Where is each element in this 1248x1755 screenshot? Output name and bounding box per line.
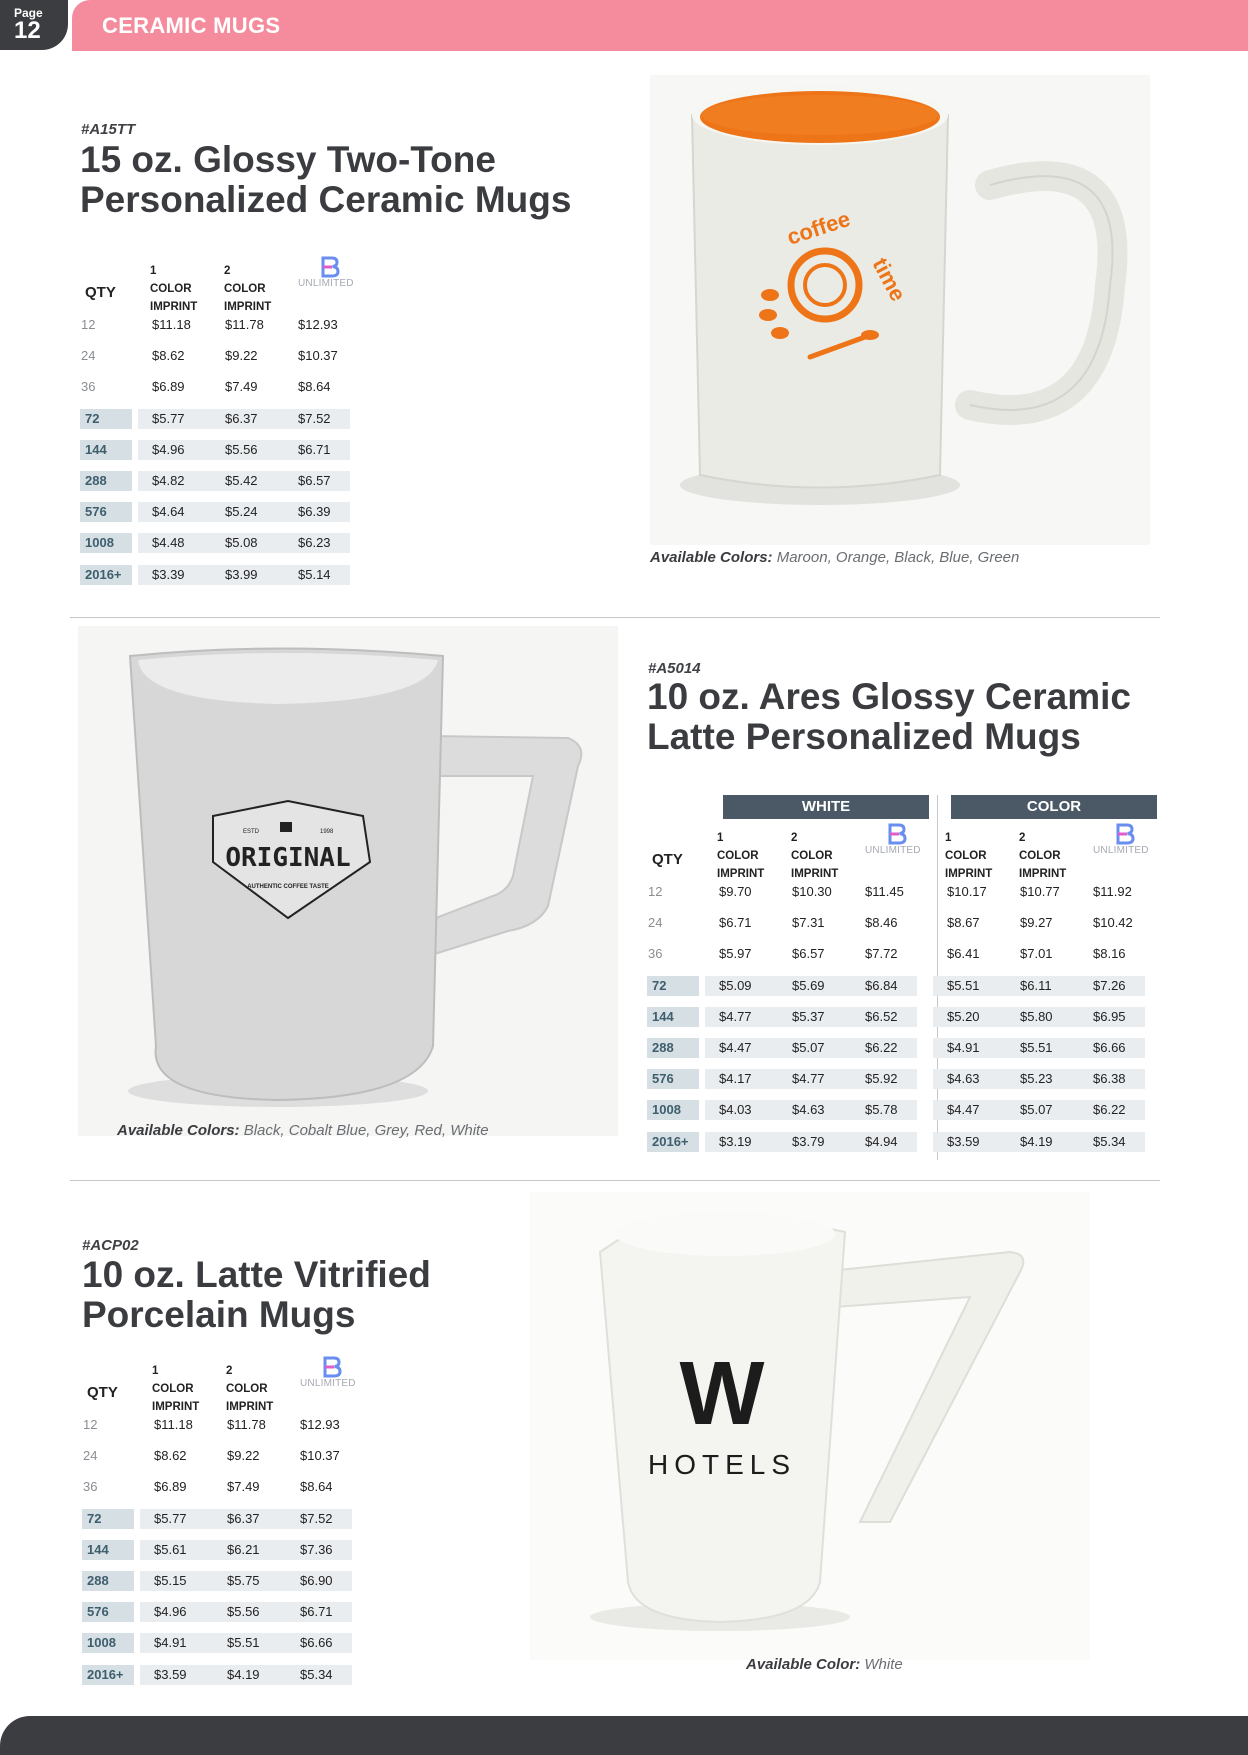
page-label: Page bbox=[14, 6, 43, 20]
price-cell: $6.66 bbox=[1093, 1040, 1126, 1055]
price-cell: $8.64 bbox=[300, 1479, 333, 1495]
col-header-1-color-imprint bbox=[152, 1362, 199, 1416]
qty-value: 2016+ bbox=[87, 1666, 124, 1682]
price-cell: $4.94 bbox=[865, 1133, 898, 1149]
qty-value: 288 bbox=[87, 1573, 109, 1588]
col2-line-1: 2 COLOR bbox=[224, 265, 266, 295]
price-cell: $4.96 bbox=[154, 1604, 187, 1620]
price-cell: $9.22 bbox=[227, 1448, 260, 1464]
price-cell: $11.78 bbox=[227, 1417, 266, 1432]
qty-value: 1008 bbox=[652, 1102, 681, 1118]
price-cell: $3.59 bbox=[947, 1133, 980, 1149]
price-cell: $11.45 bbox=[865, 884, 904, 899]
price-cell: $4.77 bbox=[792, 1071, 825, 1087]
product-1-sku: #A15TT bbox=[81, 121, 136, 138]
price-cell: $4.17 bbox=[719, 1071, 752, 1087]
price-cell: $5.23 bbox=[1020, 1071, 1053, 1087]
price-cell: $6.66 bbox=[300, 1635, 333, 1651]
price-cell: $6.23 bbox=[298, 535, 331, 551]
svg-text:1998: 1998 bbox=[320, 829, 334, 835]
qty-value: 144 bbox=[87, 1541, 109, 1557]
qty-column-header: QTY bbox=[652, 851, 683, 868]
price-cell: $6.11 bbox=[1020, 977, 1052, 993]
col2-line-1: 2 COLOR bbox=[791, 832, 833, 862]
product-1-colors-value: Maroon, Orange, Black, Blue, Green bbox=[776, 549, 1020, 566]
col-header-2-color-imprint bbox=[224, 262, 271, 316]
qty-value: 36 bbox=[81, 379, 96, 395]
price-cell: $8.67 bbox=[947, 915, 980, 931]
price-cell: $10.30 bbox=[792, 884, 832, 899]
price-cell: $6.90 bbox=[300, 1573, 333, 1588]
price-cell: $5.78 bbox=[865, 1102, 898, 1118]
price-cell: $5.56 bbox=[225, 441, 258, 457]
price-cell: $11.92 bbox=[1093, 884, 1132, 899]
price-cell: $6.71 bbox=[300, 1604, 333, 1620]
product-1-available-colors bbox=[650, 549, 1019, 566]
price-cell: $4.47 bbox=[719, 1040, 752, 1055]
product-3-title-line-2: Porcelain Mugs bbox=[82, 1294, 356, 1335]
price-cell: $9.70 bbox=[719, 884, 752, 899]
price-cell: $5.14 bbox=[298, 566, 331, 582]
b-logo-icon bbox=[887, 823, 907, 845]
price-cell: $5.42 bbox=[225, 473, 258, 488]
price-cell: $10.42 bbox=[1093, 915, 1133, 931]
qty-value: 288 bbox=[652, 1040, 674, 1055]
qty-value: 2016+ bbox=[85, 566, 122, 582]
price-cell: $11.78 bbox=[225, 317, 264, 332]
col2-line-1: 2 COLOR bbox=[226, 1365, 268, 1395]
price-cell: $5.34 bbox=[300, 1666, 333, 1682]
price-cell: $5.69 bbox=[792, 977, 825, 993]
b-logo-icon bbox=[322, 1356, 342, 1378]
price-cell: $7.01 bbox=[1020, 946, 1053, 962]
price-cell: $6.57 bbox=[792, 946, 825, 962]
product-3-title-line-1: 10 oz. Latte Vitrified bbox=[82, 1254, 431, 1295]
product-2-available-colors bbox=[117, 1122, 489, 1139]
col2-line-2: IMPRINT bbox=[224, 301, 272, 313]
b-logo-icon bbox=[1115, 823, 1135, 845]
svg-text:ORIGINAL: ORIGINAL bbox=[225, 843, 351, 873]
product-3-title bbox=[82, 1255, 431, 1335]
product-1-title-line-2: Personalized Ceramic Mugs bbox=[80, 179, 572, 220]
price-cell: $9.27 bbox=[1020, 915, 1053, 931]
price-cell: $10.77 bbox=[1020, 884, 1060, 899]
price-cell: $10.17 bbox=[947, 884, 987, 899]
qty-value: 24 bbox=[83, 1448, 98, 1464]
price-cell: $6.89 bbox=[152, 379, 185, 395]
col-header-1-color-imprint bbox=[945, 829, 992, 883]
qty-value: 36 bbox=[648, 946, 663, 962]
unlimited-text: UNLIMITED bbox=[298, 278, 354, 289]
product-3-colors-label: Available Color: bbox=[746, 1656, 861, 1673]
price-cell: $3.19 bbox=[719, 1133, 752, 1149]
price-group-header-color: COLOR bbox=[951, 795, 1157, 819]
col1-line-2: IMPRINT bbox=[152, 1401, 200, 1413]
product-2-title-line-2: Latte Personalized Mugs bbox=[647, 716, 1081, 757]
qty-value: 12 bbox=[83, 1417, 98, 1432]
qty-value: 72 bbox=[85, 410, 100, 426]
price-cell: $6.89 bbox=[154, 1479, 187, 1495]
product-1-title bbox=[80, 140, 571, 220]
svg-text:time: time bbox=[867, 253, 911, 306]
price-cell: $5.97 bbox=[719, 946, 752, 962]
price-cell: $5.37 bbox=[792, 1008, 825, 1024]
price-cell: $5.34 bbox=[1093, 1133, 1126, 1149]
svg-text:W: W bbox=[679, 1344, 765, 1444]
qty-column-header: QTY bbox=[87, 1384, 118, 1401]
product-2-colors-label: Available Colors: bbox=[117, 1122, 240, 1139]
unlimited-logo-icon bbox=[298, 256, 364, 292]
price-cell: $7.26 bbox=[1093, 977, 1126, 993]
price-cell: $5.77 bbox=[154, 1510, 187, 1526]
price-cell: $4.64 bbox=[152, 504, 185, 520]
price-cell: $12.93 bbox=[298, 317, 338, 332]
product-2-sku: #A5014 bbox=[648, 660, 701, 677]
col-header-2-color-imprint bbox=[791, 829, 838, 883]
col1-line-2: IMPRINT bbox=[945, 868, 993, 880]
price-cell: $7.36 bbox=[300, 1541, 333, 1557]
price-cell: $11.18 bbox=[154, 1417, 193, 1432]
price-cell: $4.19 bbox=[1020, 1133, 1053, 1149]
qty-value: 576 bbox=[85, 504, 107, 520]
price-cell: $5.07 bbox=[792, 1040, 825, 1055]
price-cell: $4.82 bbox=[152, 473, 185, 488]
price-cell: $5.61 bbox=[154, 1541, 187, 1557]
price-cell: $10.37 bbox=[298, 348, 338, 364]
product-3-photo bbox=[530, 1192, 1090, 1660]
price-cell: $7.72 bbox=[865, 946, 898, 962]
price-cell: $6.52 bbox=[865, 1008, 898, 1024]
price-cell: $5.09 bbox=[719, 977, 752, 993]
price-cell: $6.71 bbox=[298, 441, 331, 457]
price-cell: $3.79 bbox=[792, 1133, 825, 1149]
price-cell: $5.07 bbox=[1020, 1102, 1053, 1118]
price-cell: $5.51 bbox=[1020, 1040, 1053, 1055]
col-header-1-color-imprint bbox=[150, 262, 197, 316]
col2-line-1: 2 COLOR bbox=[1019, 832, 1061, 862]
price-cell: $5.56 bbox=[227, 1604, 260, 1620]
qty-value: 144 bbox=[85, 441, 107, 457]
b-logo-icon bbox=[320, 256, 340, 278]
price-cell: $7.31 bbox=[792, 915, 825, 931]
qty-value: 24 bbox=[81, 348, 96, 364]
unlimited-logo-icon bbox=[1093, 823, 1159, 859]
price-cell: $4.19 bbox=[227, 1666, 260, 1682]
price-cell: $9.22 bbox=[225, 348, 258, 364]
price-cell: $8.64 bbox=[298, 379, 331, 395]
col2-line-2: IMPRINT bbox=[791, 868, 839, 880]
qty-value: 12 bbox=[648, 884, 663, 899]
page-number: 12 bbox=[14, 17, 41, 44]
qty-column-header: QTY bbox=[85, 284, 116, 301]
col1-line-1: 1 COLOR bbox=[152, 1365, 194, 1395]
price-cell: $12.93 bbox=[300, 1417, 340, 1432]
price-cell: $3.39 bbox=[152, 566, 185, 582]
price-cell: $3.59 bbox=[154, 1666, 187, 1682]
price-cell: $4.91 bbox=[154, 1635, 187, 1651]
svg-text:coffee: coffee bbox=[783, 205, 854, 250]
qty-value: 1008 bbox=[87, 1635, 116, 1651]
price-cell: $5.75 bbox=[227, 1573, 260, 1588]
price-cell: $4.77 bbox=[719, 1008, 752, 1024]
price-cell: $5.51 bbox=[947, 977, 980, 993]
price-cell: $6.41 bbox=[947, 946, 980, 962]
price-cell: $6.22 bbox=[1093, 1102, 1126, 1118]
price-cell: $10.37 bbox=[300, 1448, 340, 1464]
price-cell: $7.49 bbox=[227, 1479, 260, 1495]
price-cell: $7.52 bbox=[298, 410, 331, 426]
col1-line-1: 1 COLOR bbox=[945, 832, 987, 862]
price-cell: $6.95 bbox=[1093, 1008, 1126, 1024]
col-header-2-color-imprint bbox=[226, 1362, 273, 1416]
col1-line-2: IMPRINT bbox=[717, 868, 765, 880]
price-cell: $4.48 bbox=[152, 535, 185, 551]
unlimited-logo-icon bbox=[865, 823, 931, 859]
price-cell: $5.20 bbox=[947, 1008, 980, 1024]
price-cell: $5.92 bbox=[865, 1071, 898, 1087]
qty-value: 72 bbox=[87, 1510, 102, 1526]
price-cell: $6.21 bbox=[227, 1541, 260, 1557]
price-cell: $8.62 bbox=[154, 1448, 187, 1464]
price-cell: $6.22 bbox=[865, 1040, 898, 1055]
price-cell: $6.37 bbox=[225, 410, 258, 426]
price-cell: $5.80 bbox=[1020, 1008, 1053, 1024]
price-cell: $8.62 bbox=[152, 348, 185, 364]
price-cell: $4.03 bbox=[719, 1102, 752, 1118]
price-cell: $5.51 bbox=[227, 1635, 260, 1651]
price-cell: $8.16 bbox=[1093, 946, 1126, 962]
page-footer bbox=[0, 1716, 1248, 1755]
unlimited-text: UNLIMITED bbox=[865, 845, 921, 856]
qty-value: 2016+ bbox=[652, 1133, 689, 1149]
price-cell: $5.15 bbox=[154, 1573, 187, 1588]
product-2-title bbox=[647, 677, 1131, 757]
col-header-2-color-imprint bbox=[1019, 829, 1066, 883]
col1-line-1: 1 COLOR bbox=[717, 832, 759, 862]
unlimited-logo-icon bbox=[300, 1356, 366, 1392]
qty-value: 12 bbox=[81, 317, 96, 332]
price-cell: $6.37 bbox=[227, 1510, 260, 1526]
price-cell: $8.46 bbox=[865, 915, 898, 931]
price-cell: $7.52 bbox=[300, 1510, 333, 1526]
product-1-title-line-1: 15 oz. Glossy Two-Tone bbox=[80, 139, 496, 180]
qty-value: 36 bbox=[83, 1479, 98, 1495]
col2-line-2: IMPRINT bbox=[226, 1401, 274, 1413]
product-3-available-colors bbox=[746, 1656, 903, 1673]
price-group-header-white: WHITE bbox=[723, 795, 929, 819]
col1-line-2: IMPRINT bbox=[150, 301, 198, 313]
product-2-colors-value: Black, Cobalt Blue, Grey, Red, White bbox=[243, 1122, 489, 1139]
price-cell: $6.84 bbox=[865, 977, 898, 993]
product-2-photo bbox=[78, 626, 618, 1136]
section-divider-2 bbox=[70, 1180, 1160, 1181]
section-title: CERAMIC MUGS bbox=[102, 13, 281, 38]
qty-value: 576 bbox=[652, 1071, 674, 1087]
qty-value: 576 bbox=[87, 1604, 109, 1620]
price-cell: $6.71 bbox=[719, 915, 752, 931]
page-number-badge bbox=[0, 0, 68, 50]
price-cell: $7.49 bbox=[225, 379, 258, 395]
section-header bbox=[72, 0, 1248, 51]
section-divider-1 bbox=[70, 617, 1160, 618]
col1-line-1: 1 COLOR bbox=[150, 265, 192, 295]
price-cell: $5.08 bbox=[225, 535, 258, 551]
price-cell: $4.96 bbox=[152, 441, 185, 457]
price-cell: $11.18 bbox=[152, 317, 191, 332]
qty-value: 144 bbox=[652, 1008, 674, 1024]
product-1-colors-label: Available Colors: bbox=[650, 549, 773, 566]
price-cell: $6.39 bbox=[298, 504, 331, 520]
product-3-colors-value: White bbox=[864, 1656, 903, 1673]
svg-text:HOTELS: HOTELS bbox=[647, 1449, 797, 1480]
price-cell: $6.57 bbox=[298, 473, 331, 488]
qty-value: 1008 bbox=[85, 535, 114, 551]
price-cell: $4.91 bbox=[947, 1040, 980, 1055]
unlimited-text: UNLIMITED bbox=[300, 1378, 356, 1389]
unlimited-text: UNLIMITED bbox=[1093, 845, 1149, 856]
product-3-sku: #ACP02 bbox=[82, 1237, 139, 1254]
svg-text:ESTD: ESTD bbox=[243, 829, 260, 835]
qty-value: 24 bbox=[648, 915, 663, 931]
product-2-title-line-1: 10 oz. Ares Glossy Ceramic bbox=[647, 676, 1131, 717]
svg-text:AUTHENTIC COFFEE TASTE: AUTHENTIC COFFEE TASTE bbox=[247, 884, 329, 890]
price-cell: $4.63 bbox=[792, 1102, 825, 1118]
price-cell: $5.77 bbox=[152, 410, 185, 426]
qty-value: 288 bbox=[85, 473, 107, 488]
qty-value: 72 bbox=[652, 977, 667, 993]
product-1-photo bbox=[650, 75, 1150, 545]
price-cell: $3.99 bbox=[225, 566, 258, 582]
price-cell: $4.63 bbox=[947, 1071, 980, 1087]
price-cell: $4.47 bbox=[947, 1102, 980, 1118]
price-cell: $6.38 bbox=[1093, 1071, 1126, 1087]
col2-line-2: IMPRINT bbox=[1019, 868, 1067, 880]
price-cell: $5.24 bbox=[225, 504, 258, 520]
col-header-1-color-imprint bbox=[717, 829, 764, 883]
